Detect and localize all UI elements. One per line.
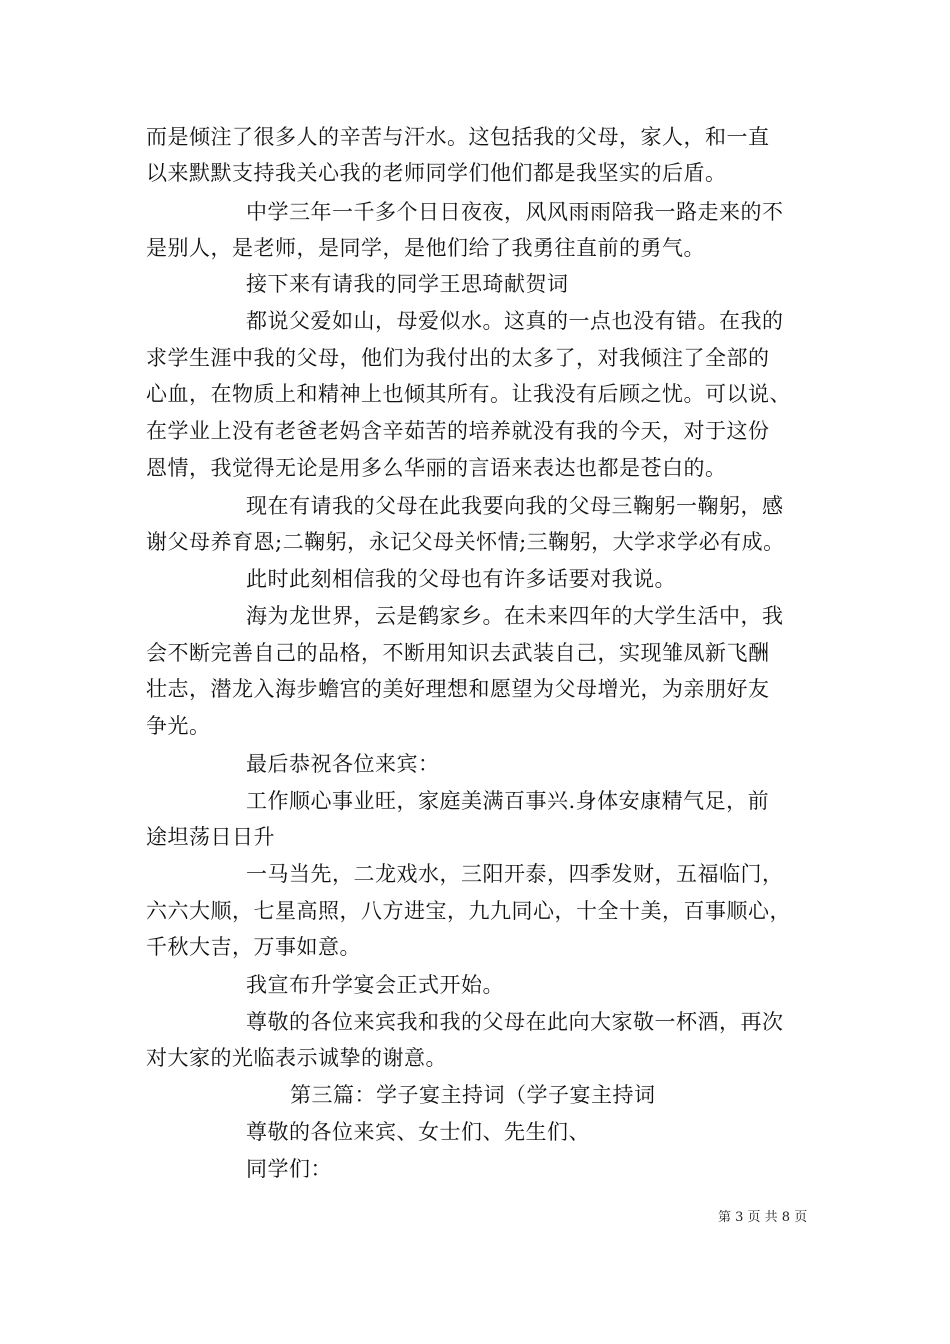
- text-line: 在学业上没有老爸老妈含辛茹苦的培养就没有我的今天，对于这份: [146, 419, 770, 443]
- text-line: 是别人，是老师，是同学，是他们给了我勇往直前的勇气。: [146, 236, 705, 260]
- text-line: 争光。: [146, 714, 211, 738]
- text-line: 以来默默支持我关心我的老师同学们他们都是我坚实的后盾。: [146, 161, 727, 185]
- text-line: 都说父爱如山，母爱似水。这真的一点也没有错。在我的: [246, 309, 784, 333]
- text-line: 尊敬的各位来宾、女士们、先生们、: [246, 1120, 590, 1144]
- text-line: 我宣布升学宴会正式开始。: [246, 973, 504, 997]
- text-line: 途坦荡日日升: [146, 825, 275, 849]
- text-line: 会不断完善自己的品格，不断用知识去武装自己，实现雏凤新飞酬: [146, 641, 770, 665]
- text-line: 而是倾注了很多人的辛苦与汗水。这包括我的父母，家人，和一直: [146, 125, 770, 149]
- text-line: 中学三年一千多个日日夜夜，风风雨雨陪我一路走来的不: [246, 200, 784, 224]
- text-line: 心血，在物质上和精神上也倾其所有。让我没有后顾之忧。可以说、: [146, 382, 791, 406]
- text-line: 求学生涯中我的父母，他们为我付出的太多了，对我倾注了全部的: [146, 346, 770, 370]
- text-line: 海为龙世界，云是鹤家乡。在未来四年的大学生活中，我: [246, 604, 784, 628]
- text-line: 千秋大吉，万事如意。: [146, 935, 361, 959]
- text-line: 接下来有请我的同学王思琦献贺词: [246, 272, 569, 296]
- text-line: 工作顺心事业旺，家庭美满百事兴.身体安康精气足，前: [246, 789, 770, 813]
- text-line: 谢父母养育恩;二鞠躬，永记父母关怀情;三鞠躬，大学求学必有成。: [146, 530, 785, 554]
- text-line: 六六大顺，七星高照，八方进宝，九九同心，十全十美，百事顺心，: [146, 899, 791, 923]
- text-line: 对大家的光临表示诚挚的谢意。: [146, 1046, 447, 1070]
- section-heading: 第三篇：学子宴主持词（学子宴主持词: [290, 1083, 656, 1107]
- page-number-footer: 第 3 页 共 8 页: [718, 1210, 808, 1225]
- text-line: 壮志，潜龙入海步蟾宫的美好理想和愿望为父母增光，为亲朋好友: [146, 677, 770, 701]
- text-line: 现在有请我的父母在此我要向我的父母三鞠躬一鞠躬，感: [246, 494, 784, 518]
- text-line: 此时此刻相信我的父母也有许多话要对我说。: [246, 567, 676, 591]
- text-line: 同学们：: [246, 1157, 332, 1181]
- text-line: 一马当先，二龙戏水，三阳开泰，四季发财，五福临门，: [246, 862, 784, 886]
- text-line: 尊敬的各位来宾我和我的父母在此向大家敬一杯酒，再次: [246, 1010, 784, 1034]
- text-line: 恩情，我觉得无论是用多么华丽的言语来表达也都是苍白的。: [146, 456, 727, 480]
- text-line: 最后恭祝各位来宾：: [246, 752, 440, 776]
